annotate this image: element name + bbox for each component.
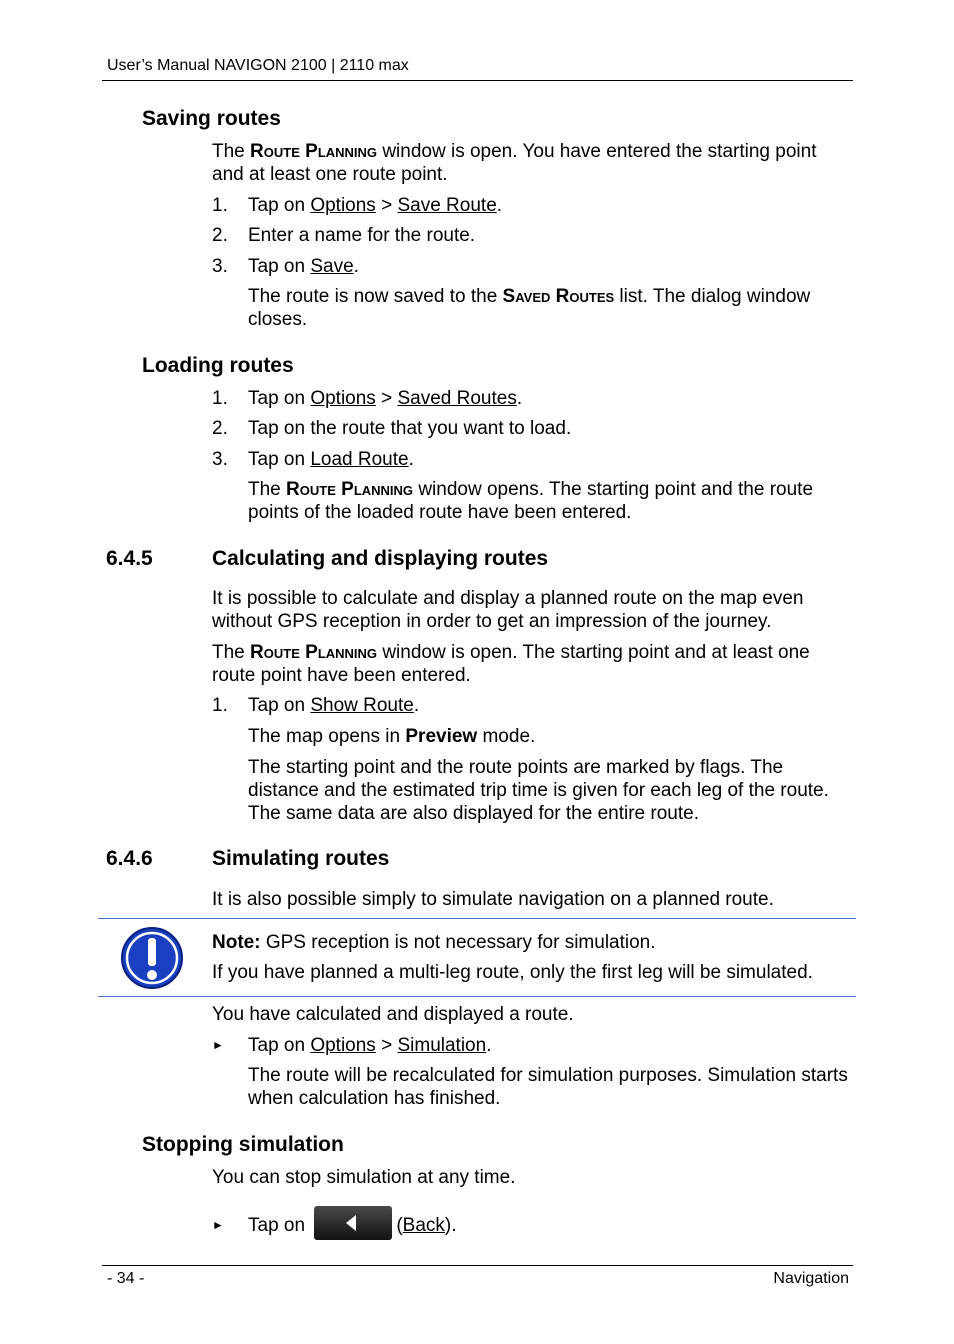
saving-result: The route is now saved to the Saved Routes list. The dialog window closes. xyxy=(248,286,811,330)
back-arrow-icon xyxy=(346,1215,356,1231)
options-link[interactable]: Options xyxy=(310,195,376,216)
footer-rule xyxy=(102,1265,853,1266)
calc-para-2: The Route Planning window is open. The starting point and at least one route point have been entered. xyxy=(212,642,810,686)
loading-step-3: 3. Tap on Load Route. xyxy=(212,449,414,470)
section-number-646: 6.4.6 xyxy=(106,847,153,870)
sim-step: ► Tap on Options > Simulation. xyxy=(212,1035,492,1056)
section-number-645: 6.4.5 xyxy=(106,547,153,570)
sim-result: The route will be recalculated for simulation purposes. Simulation starts when calculation has finished. xyxy=(248,1065,848,1109)
calc-result-1: The map opens in Preview mode. xyxy=(248,726,536,747)
back-button[interactable] xyxy=(314,1206,392,1240)
sim-para-1: It is also possible simply to simulate navigation on a planned route. xyxy=(212,889,774,910)
exclamation-icon xyxy=(120,926,184,990)
simulation-link[interactable]: Simulation xyxy=(397,1035,487,1056)
saving-step-2: 2. Enter a name for the route. xyxy=(212,225,476,246)
load-route-link[interactable]: Load Route xyxy=(310,449,409,470)
saved-routes-link[interactable]: Saved Routes xyxy=(397,388,517,409)
header-rule xyxy=(102,80,853,81)
sim-para-2: You have calculated and displayed a route. xyxy=(212,1004,574,1025)
note-bottom-rule xyxy=(98,996,856,997)
calc-para-1: It is possible to calculate and display a planned route on the map even without GPS reception in order to get an impression of the journey. xyxy=(212,588,804,632)
bullet-arrow-icon: ► xyxy=(212,1038,224,1052)
saving-intro: The Route Planning window is open. You have entered the starting point and at least one route point. xyxy=(212,141,817,185)
section-title-calculating: Calculating and displaying routes xyxy=(212,547,549,570)
saving-step-1: 1. Tap on Options > Save Route. xyxy=(212,195,503,216)
back-link[interactable]: Back xyxy=(402,1215,445,1236)
options-link[interactable]: Options xyxy=(310,1035,376,1056)
section-title-simulating: Simulating routes xyxy=(212,847,390,870)
calc-step-1: 1. Tap on Show Route. xyxy=(212,695,420,716)
stopping-para: You can stop simulation at any time. xyxy=(212,1167,516,1188)
note-line-2: If you have planned a multi-leg route, only the first leg will be simulated. xyxy=(212,962,813,983)
stopping-step: ► Tap on (Back). xyxy=(212,1206,457,1240)
header-title: User’s Manual NAVIGON 2100 | 2110 max xyxy=(107,57,409,74)
calc-result-2: The starting point and the route points are marked by flags. The distance and the estimated trip time is given for each leg of the route. The same data are also displayed for the entire route. xyxy=(248,757,829,824)
saving-step-3: 3. Tap on Save. xyxy=(212,256,359,277)
save-link[interactable]: Save xyxy=(310,256,354,277)
note-line-1: Note: GPS reception is not necessary for simulation. xyxy=(212,932,656,953)
show-route-link[interactable]: Show Route xyxy=(310,695,414,716)
footer-section: Navigation xyxy=(773,1270,849,1287)
stopping-heading: Stopping simulation xyxy=(142,1133,344,1156)
save-route-link[interactable]: Save Route xyxy=(397,195,497,216)
note-top-rule xyxy=(98,918,856,919)
bullet-arrow-icon: ► xyxy=(212,1218,224,1232)
loading-step-1: 1. Tap on Options > Saved Routes. xyxy=(212,388,523,409)
options-link[interactable]: Options xyxy=(310,388,376,409)
loading-result: The Route Planning window opens. The starting point and the route points of the loaded route have been entered. xyxy=(248,479,814,523)
loading-step-2: 2. Tap on the route that you want to load. xyxy=(212,418,572,439)
loading-heading: Loading routes xyxy=(142,354,294,377)
saving-heading: Saving routes xyxy=(142,107,281,130)
page-number: - 34 - xyxy=(107,1270,145,1287)
